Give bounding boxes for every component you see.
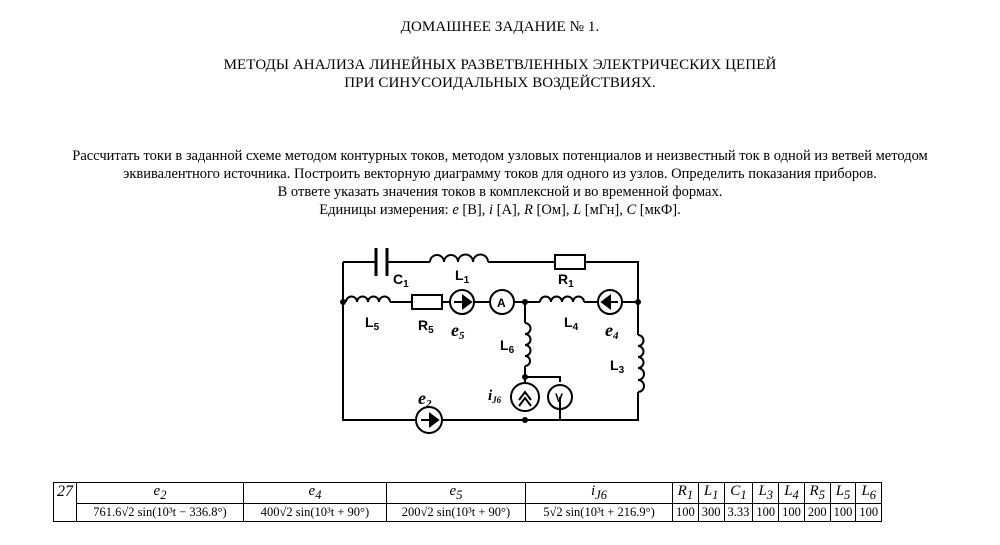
- header-l5: $L_5$: [830, 483, 856, 504]
- current-source-ij6-icon: [511, 383, 539, 411]
- value-l6: 100: [856, 504, 882, 522]
- header-e2: $e_2$: [77, 483, 244, 504]
- units-label: Единицы измерения:: [319, 202, 453, 218]
- value-e4: 400√2 sin(10³t + 90°): [244, 504, 387, 522]
- label-l4: $L_4$: [564, 314, 579, 333]
- header-e5: $e_5$: [387, 483, 526, 504]
- header-c1: $C_1$: [724, 483, 753, 504]
- label-r1: $R_1$: [558, 271, 574, 290]
- value-ij6: 5√2 sin(10³t + 216.9°): [526, 504, 673, 522]
- circuit-diagram: [320, 240, 660, 440]
- source-e5-icon: [450, 290, 474, 314]
- header-ij6: $i_{J6}$: [526, 483, 673, 504]
- table-header-row: [54, 483, 882, 504]
- unit-symbol-c: C: [626, 202, 637, 218]
- voltmeter-label: V: [555, 391, 564, 405]
- units-line: [0, 202, 1000, 220]
- ammeter-label: A: [497, 296, 506, 310]
- value-r1: 100: [673, 504, 699, 522]
- header-r1: $R_1$: [673, 483, 699, 504]
- value-e2: 761.6√2 sin(10³t − 336.8°): [77, 504, 244, 522]
- header-l3: $L_3$: [753, 483, 779, 504]
- unit-e: [В],: [458, 202, 489, 218]
- label-l3: $L_3$: [610, 357, 625, 376]
- value-l4: 100: [779, 504, 805, 522]
- table-values-row: [54, 504, 882, 522]
- task-text-line-1: Рассчитать токи в заданной схеме методом контурных токов, методом узловых потенциалов и неизвестный ток в одной из ветвей методом: [72, 148, 928, 164]
- inductor-l4: [540, 297, 584, 303]
- value-e5: 200√2 sin(10³t + 90°): [387, 504, 526, 522]
- inductor-l3: [638, 335, 644, 392]
- unit-symbol-l: L: [573, 202, 582, 218]
- header-l4: $L_4$: [779, 483, 805, 504]
- header-e4: $e_4$: [244, 483, 387, 504]
- page-title: ДОМАШНЕЕ ЗАДАНИЕ № 1.: [400, 19, 600, 35]
- label-l5: $L_5$: [365, 314, 380, 333]
- value-r5: 200: [804, 504, 830, 522]
- value-l3: 100: [753, 504, 779, 522]
- label-ij6: $i_{J6}$: [488, 388, 502, 405]
- header-r5: $R_5$: [804, 483, 830, 504]
- label-c1: $C_1$: [393, 271, 409, 290]
- capacitor-c1: [376, 248, 387, 276]
- unit-l: [мГн],: [581, 202, 627, 218]
- source-e2-icon: [416, 407, 442, 433]
- unit-i: [А],: [493, 202, 525, 218]
- unit-r: [Ом],: [532, 202, 574, 218]
- label-r5: $R_5$: [418, 317, 434, 336]
- inductor-l1: [430, 255, 488, 263]
- task-text-line-3: В ответе указать значения токов в комплексной и во временной формах.: [277, 184, 723, 200]
- inductor-l5: [346, 297, 390, 303]
- unit-symbol-i: i: [488, 202, 494, 218]
- label-l1: $L_1$: [455, 267, 470, 286]
- value-c1: 3.33: [724, 504, 753, 522]
- header-l6: $L_6$: [856, 483, 882, 504]
- resistor-r5: [412, 295, 442, 309]
- label-l6: $L_6$: [500, 337, 515, 356]
- inductor-l6: [525, 323, 531, 366]
- header-l1: $L_1$: [698, 483, 724, 504]
- label-e4: e4: [605, 320, 619, 342]
- source-e4-icon: [598, 290, 622, 314]
- label-e5: e5: [451, 320, 465, 342]
- subtitle-line-1: МЕТОДЫ АНАЛИЗА ЛИНЕЙНЫХ РАЗВЕТВЛЕННЫХ ЭЛЕКТРИЧЕСКИХ ЦЕПЕЙ: [223, 57, 777, 73]
- task-text-line-2: эквивалентного источника. Построить векторную диаграмму токов для одного из узлов. Определить показания приборов.: [123, 166, 877, 182]
- junction-nodes: [340, 299, 641, 423]
- unit-symbol-e: e: [452, 202, 459, 218]
- variant-number: 27: [54, 483, 77, 522]
- parameters-table: [53, 482, 882, 522]
- label-e2: e2: [418, 388, 432, 410]
- unit-c: [мкФ].: [636, 202, 681, 218]
- value-l5: 100: [830, 504, 856, 522]
- value-l1: 300: [698, 504, 724, 522]
- unit-symbol-r: R: [524, 202, 533, 218]
- subtitle-line-2: ПРИ СИНУСОИДАЛЬНЫХ ВОЗДЕЙСТВИЯХ.: [344, 75, 656, 91]
- resistor-r1: [555, 255, 585, 269]
